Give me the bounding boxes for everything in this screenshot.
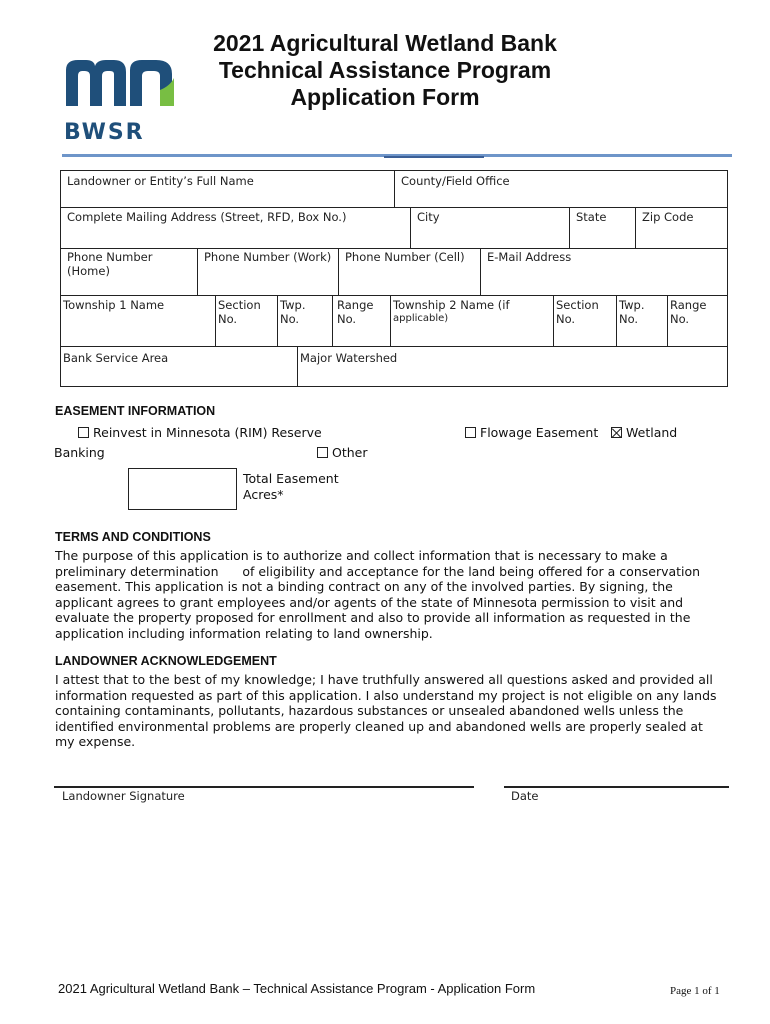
wetland-checkbox-checked[interactable] — [611, 427, 622, 438]
state-label: State — [576, 210, 607, 224]
easement-heading: EASEMENT INFORMATION — [55, 404, 216, 418]
landowner-name-field[interactable] — [60, 170, 395, 208]
phone-cell-field[interactable] — [338, 248, 481, 296]
footer-text: 2021 Agricultural Wetland Bank – Technical Assistance Program - Application Form — [58, 981, 536, 996]
township1-field[interactable] — [60, 295, 216, 347]
wetland-label: Wetland — [626, 425, 678, 440]
date-line[interactable] — [504, 786, 729, 788]
mailing-address-label: Complete Mailing Address (Street, RFD, Box No.) — [67, 210, 347, 224]
title-line-2: Technical Assistance Program — [218, 57, 552, 83]
city-label: City — [417, 210, 440, 224]
email-field[interactable] — [480, 248, 728, 296]
section2-field[interactable] — [553, 295, 617, 347]
rim-label-wrap: Banking — [54, 445, 105, 460]
phone-work-field[interactable] — [197, 248, 339, 296]
page-title — [180, 30, 590, 111]
title-line-1: 2021 Agricultural Wetland Bank — [213, 30, 557, 56]
range2-label: Range No. — [670, 298, 707, 326]
flowage-label: Flowage Easement — [480, 425, 599, 440]
acknowledgement-heading: LANDOWNER ACKNOWLEDGEMENT — [55, 654, 277, 668]
county-office-label: County/Field Office — [401, 174, 510, 188]
rim-option[interactable] — [78, 425, 322, 441]
twp2-field[interactable] — [616, 295, 668, 347]
major-watershed-field[interactable] — [297, 346, 728, 387]
range1-field[interactable] — [332, 295, 391, 347]
total-acres-label: Total Easement Acres* — [243, 471, 339, 502]
bwsr-logo-text: BWSR — [64, 120, 145, 145]
range1-label: Range No. — [337, 298, 374, 326]
township2-sublabel: applicable) — [393, 313, 449, 324]
terms-heading: TERMS AND CONDITIONS — [55, 530, 211, 544]
township2-label: Township 2 Name (if — [393, 298, 510, 312]
section1-label: Section No. — [218, 298, 261, 326]
phone-home-label: Phone Number (Home) — [67, 250, 153, 278]
title-line-3: Application Form — [290, 84, 480, 110]
phone-home-field[interactable] — [60, 248, 198, 296]
signature-label: Landowner Signature — [62, 789, 185, 803]
range2-field[interactable] — [667, 295, 728, 347]
township1-label: Township 1 Name — [63, 298, 165, 312]
other-checkbox[interactable] — [317, 447, 328, 458]
signature-line[interactable] — [54, 786, 474, 788]
bank-service-area-label: Bank Service Area — [63, 351, 169, 365]
county-office-field[interactable] — [394, 170, 728, 208]
mn-logo-icon — [64, 56, 176, 108]
other-label: Other — [332, 445, 368, 460]
twp2-label: Twp. No. — [619, 298, 645, 326]
twp1-label: Twp. No. — [280, 298, 306, 326]
state-field[interactable] — [569, 207, 636, 249]
phone-work-label: Phone Number (Work) — [204, 250, 332, 264]
phone-cell-label: Phone Number (Cell) — [345, 250, 465, 264]
twp1-field[interactable] — [277, 295, 333, 347]
rim-checkbox[interactable] — [78, 427, 89, 438]
rim-label: Reinvest in Minnesota (RIM) Reserve — [93, 425, 322, 440]
major-watershed-label: Major Watershed — [300, 351, 398, 365]
page-number: Page 1 of 1 — [670, 985, 720, 997]
zip-field[interactable] — [635, 207, 728, 249]
flowage-checkbox[interactable] — [465, 427, 476, 438]
email-label: E-Mail Address — [487, 250, 572, 264]
flowage-option[interactable] — [465, 425, 598, 441]
section2-label: Section No. — [556, 298, 599, 326]
bank-service-area-field[interactable] — [60, 346, 298, 387]
other-option[interactable] — [317, 445, 368, 461]
zip-label: Zip Code — [642, 210, 694, 224]
header-rule-accent — [384, 156, 484, 158]
total-acres-input[interactable] — [128, 468, 237, 510]
landowner-name-label: Landowner or Entity’s Full Name — [67, 174, 254, 188]
date-label: Date — [511, 789, 539, 803]
mailing-address-field[interactable] — [60, 207, 411, 249]
township2-field[interactable] — [390, 295, 554, 347]
terms-text: The purpose of this application is to authorize and collect information that is necessary to make a preliminary determination of eligibility and acceptance for the land being offered for a conservation easement. This application is not a binding contract on any of the involved parties. By signing, the applicant agrees to grant employees and/or agents of the state of Minnesota permission to visit and evaluate the property proposed for enrollment and also to provide all information as requested in the application including information relating to land ownership. — [55, 548, 705, 641]
acknowledgement-text: I attest that to the best of my knowledge; I have truthfully answered all questions asked and provided all information requested as part of this application. I also understand my project is not eligible on any lands containing contaminants, pollutants, hazardous substances or unsealed abandoned wells unless the identified environmental problems are properly cleaned up and abandoned wells are properly sealed at my expense. — [55, 672, 717, 749]
wetland-option[interactable] — [611, 425, 677, 441]
section1-field[interactable] — [215, 295, 278, 347]
city-field[interactable] — [410, 207, 570, 249]
